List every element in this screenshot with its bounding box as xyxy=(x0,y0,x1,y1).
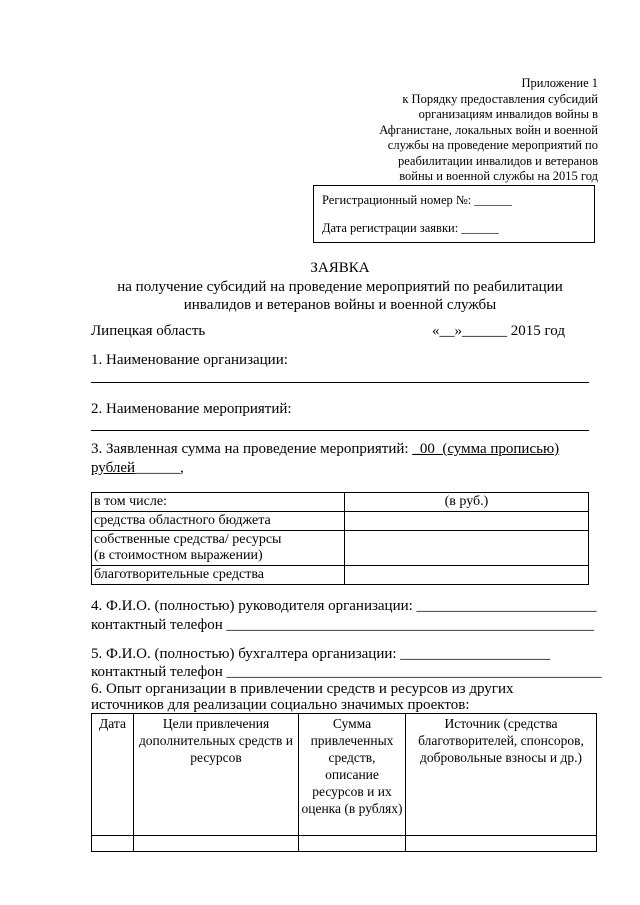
column-header-goals: Цели привлечения дополнительных средств и ресурсов xyxy=(134,714,299,836)
currency-blank[interactable]: ______, xyxy=(135,460,184,476)
table-row xyxy=(92,512,589,531)
registration-number-field[interactable]: Регистрационный номер №: ______ xyxy=(322,193,512,207)
application-date-field[interactable]: «__»______ 2015 год xyxy=(432,323,565,339)
organization-name-line[interactable] xyxy=(91,382,589,383)
table-cell: (в руб.) xyxy=(345,493,589,512)
table-input-cell[interactable] xyxy=(299,836,406,852)
table-input-cell[interactable] xyxy=(134,836,299,852)
experience-table xyxy=(91,713,597,852)
requested-amount-label: 3. Заявленная сумма на проведение мероприятий: xyxy=(91,441,413,457)
section-requested-amount xyxy=(91,441,559,458)
registration-date-field[interactable]: Дата регистрации заявки: ______ xyxy=(322,221,499,235)
appendix-line: Афганистане, локальных войн и военной xyxy=(379,122,598,137)
sum-breakdown-table xyxy=(91,492,589,585)
appendix-line: службы на проведение мероприятий по xyxy=(387,138,598,152)
accountant-phone-field[interactable]: контактный телефон __________________________________________________ xyxy=(91,664,602,680)
section-accountant-name[interactable]: 5. Ф.И.О. (полностью) бухгалтера организации: ____________________ xyxy=(91,646,551,662)
requested-amount-currency xyxy=(91,460,184,477)
section-experience-cont: источников для реализации социально значимых проектов: xyxy=(91,697,470,713)
region-label: Липецкая область xyxy=(91,323,206,339)
appendix-line: к Порядку предоставления субсидий xyxy=(402,91,598,106)
table-input-cell[interactable] xyxy=(345,566,589,585)
appendix-line: организациям инвалидов войны в xyxy=(418,107,598,121)
table-input-cell[interactable] xyxy=(406,836,597,852)
table-row xyxy=(92,531,589,566)
appendix-line: реабилитации инвалидов и ветеранов xyxy=(397,153,598,168)
document-title: ЗАЯВКА xyxy=(310,260,370,276)
table-row xyxy=(92,566,589,585)
appendix-line: Приложение 1 xyxy=(521,76,598,90)
section-experience: 6. Опыт организации в привлечении средств и ресурсов из других xyxy=(91,681,514,697)
section-organization-name: 1. Наименование организации: xyxy=(91,352,288,368)
section-director-name[interactable]: 4. Ф.И.О. (полностью) руководителя организации: ________________________ xyxy=(91,598,597,614)
table-input-cell[interactable] xyxy=(345,531,589,566)
table-cell: в том числе: xyxy=(92,493,345,512)
requested-amount-field[interactable]: _00_(сумма прописью) xyxy=(412,441,560,457)
table-input-cell[interactable] xyxy=(92,836,134,852)
document-subtitle: инвалидов и ветеранов войны и военной службы xyxy=(183,297,497,313)
table-cell: благотворительные средства xyxy=(92,566,345,585)
table-input-cell[interactable] xyxy=(345,512,589,531)
section-events-name: 2. Наименование мероприятий: xyxy=(91,401,292,417)
registration-box xyxy=(313,185,595,243)
appendix-line: войны и военной службы на 2015 год xyxy=(399,169,598,183)
table-cell: собственные средства/ ресурсы (в стоимостном выражении) xyxy=(92,531,345,566)
column-header-source: Источник (средства благотворителей, спонсоров, добровольные взносы и др.) xyxy=(406,714,597,836)
table-row xyxy=(92,493,589,512)
column-header-amount: Сумма привлеченных средств, описание ресурсов и их оценка (в рублях) xyxy=(299,714,406,836)
document-subtitle: на получение субсидий на проведение мероприятий по реабилитации xyxy=(117,279,563,295)
table-row xyxy=(92,836,597,852)
column-header-date: Дата xyxy=(92,714,134,836)
events-name-line[interactable] xyxy=(91,430,589,431)
director-phone-field[interactable]: контактный телефон _________________________________________________ xyxy=(91,617,595,633)
currency-label: рублей xyxy=(91,460,136,476)
table-header-row xyxy=(92,714,597,836)
table-cell: средства областного бюджета xyxy=(92,512,345,531)
appendix-note xyxy=(338,76,598,185)
